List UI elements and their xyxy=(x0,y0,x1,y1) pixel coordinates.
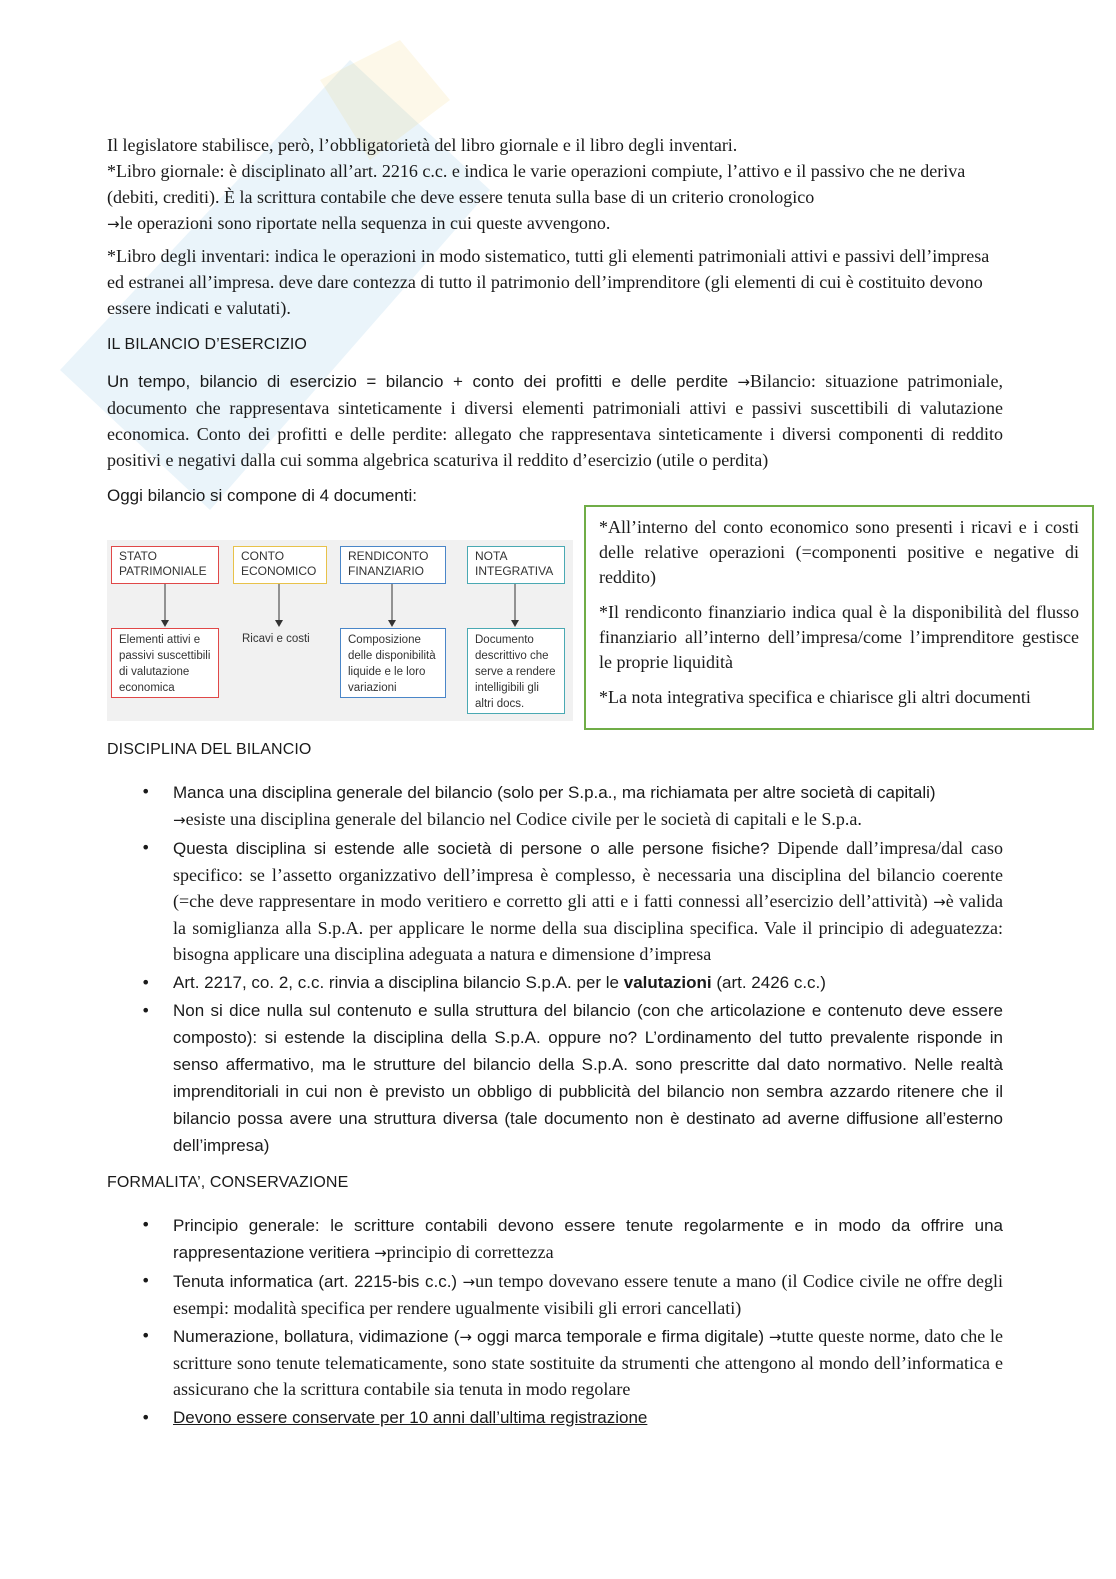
list-item: • Devono essere conservate per 10 anni dall’ultima registrazione xyxy=(107,1404,1003,1431)
list-item xyxy=(107,1268,1003,1321)
list-item xyxy=(107,1212,1003,1266)
list-item xyxy=(107,969,1003,996)
note-nota-integrativa: *La nota integrativa specifica e chiarisce gli altri documenti xyxy=(599,687,1031,707)
formalita-b2-lead: Tenuta informatica (art. 2215-bis c.c.) xyxy=(173,1272,458,1291)
arrow-icon: → xyxy=(933,893,946,911)
box-stato-patrimoniale: STATO PATRIMONIALE xyxy=(111,546,219,584)
section-heading-bilancio: IL BILANCIO D’ESERCIZIO xyxy=(107,336,307,353)
libro-giornale-cont: le operazioni sono riportate nella sequenza in cui queste avvengono. xyxy=(119,213,611,233)
list-item xyxy=(107,779,1003,833)
bilancio-lead: Un tempo, bilancio di esercizio = bilancio + conto dei profitti e delle perdite xyxy=(107,372,729,391)
oggi-bilancio-text: Oggi bilancio si compone di 4 documenti: xyxy=(107,486,417,505)
formalita-b2-rest: un tempo dovevano essere tenute a mano (il Codice civile ne offre degli esempi: modalità specifica per rendere ugualmente visibili gli errori cancellati) xyxy=(173,1271,1003,1318)
bilancio-rest: Bilancio: situazione patrimoniale, documento che rappresentava sinteticamente i diversi elementi patrimoniali attivi e passivi suscettibili di valutazione economica. Conto dei profitti e delle perdite: allegato che rappresentava sinteticamente i diversi componenti di reddito positivi e negativi dalla cui somma algebrica scaturiva il reddito d’esercizio (utile o perdita) xyxy=(107,371,1003,470)
formalita-list xyxy=(107,1212,1003,1431)
libro-giornale-text: *Libro giornale: è disciplinato all’art. 2216 c.c. e indica le varie operazioni compiute, l’attivo e il passivo che ne deriva (debiti, crediti). È la scrittura contabile che deve essere tenuta sulla base di un criterio cronologico xyxy=(107,161,966,207)
disciplina-list xyxy=(107,779,1003,1159)
formalita-b3-lead: Numerazione, bollatura, vidimazione ( xyxy=(173,1327,460,1346)
disciplina-b2-rest2: è valida la somiglianza alla S.p.A. per applicare le norme della sua disciplina specifica. Vale il principio di adeguatezza: bisogna applicare una disciplina adeguata a natura e dimensione d’impresa xyxy=(173,891,1004,964)
disciplina-b2-lead: Questa disciplina si estende alle società di persone o alle persone fisiche? xyxy=(173,839,770,858)
desc-conto-economico: Ricavi e costi xyxy=(242,633,310,645)
section-heading-disciplina: DISCIPLINA DEL BILANCIO xyxy=(107,741,312,758)
disciplina-b2-rest1: Dipende dall’impresa/dal caso specifico: se l’assetto organizzativo dell’impresa è complesso, è necessaria una disciplina del bilancio coerente (=che deve rappresentare in modo veritiero e corretto gli atti e i fatti connessi all’esercizio dell’attività) xyxy=(173,838,1004,911)
formalita-b3-rest: tutte queste norme, dato che le scritture sono tenute telematicamente, sono state sostituite da strumenti che attengono al mondo dell’informatica e assicurano che la scrittura contabile sia tenuta in modo regolare xyxy=(173,1326,1004,1399)
formalita-b3-mid: oggi marca temporale e firma digitale) xyxy=(471,1327,765,1346)
disciplina-b3-lead: Art. 2217, co. 2, c.c. rinvia a disciplina bilancio S.p.A. per le xyxy=(173,973,620,992)
formalita-b1-rest: principio di correttezza xyxy=(386,1242,554,1262)
box-conto-economico: CONTO ECONOMICO xyxy=(233,546,327,584)
list-item: • Non si dice nulla sul contenuto e sulla struttura del bilancio (con che articolazione e contenuto deve essere composto): si estende la disciplina della S.p.A. oppure no? L’ordinamento del tutto prevalente risponde in senso affermativo, ma le strutture del bilancio della S.p.A. sono prescritte dal dato normativo. Nelle realtà imprenditoriali in cui non è previsto un obbligo di pubblicità del bilancio non sembra azzardo ritenere che il bilancio possa avere una struttura diversa (tale documento non è destinato ad averne diffusione all’esterno dell’impresa) xyxy=(107,997,1003,1159)
arrow-icon: → xyxy=(374,1244,387,1262)
arrow-icon: → xyxy=(462,1273,476,1291)
notes-box xyxy=(584,505,1094,730)
disciplina-b1-rest: esiste una disciplina generale del bilancio nel Codice civile per le società di capitali e le S.p.a. xyxy=(185,809,862,829)
section-heading-formalita: FORMALITA’, CONSERVAZIONE xyxy=(107,1174,349,1191)
arrow-icon: → xyxy=(173,811,186,829)
arrow-icon: → xyxy=(768,1328,782,1346)
box-rendiconto-finanziario: RENDICONTO FINANZIARIO xyxy=(340,546,446,584)
note-conto-economico: *All’interno del conto economico sono presenti i ricavi e i costi delle relative operazioni (=componenti positive e negative di reddito) xyxy=(599,517,1079,587)
disciplina-b1-lead: Manca una disciplina generale del bilancio (solo per S.p.a., ma richiamata per altre società di capitali) xyxy=(173,783,936,802)
list-item xyxy=(107,1323,1003,1402)
note-rendiconto-finanziario: *Il rendiconto finanziario indica qual è la disponibilità del flusso finanziario all’interno dell’impresa/come l’imprenditore gestisce le proprie liquidità xyxy=(599,602,1079,672)
desc-nota-integrativa: Documento descrittivo che serve a rendere intelligibili gli altri docs. xyxy=(467,628,565,714)
libro-inventari-paragraph: *Libro degli inventari: indica le operazioni in modo sistematico, tutti gli elementi patrimoniali attivi e passivi dell’impresa ed estranei all’impresa. deve dare contezza di tutto il patrimonio dell’imprenditore (gli elementi di cui è costituito devono essere indicati e valutati). xyxy=(107,246,990,318)
arrow-icon: → xyxy=(107,215,120,233)
arrow-icon: → xyxy=(459,1328,472,1346)
libro-giornale-paragraph xyxy=(107,158,1003,237)
disciplina-b3-bold: valutazioni xyxy=(623,973,712,992)
desc-stato-patrimoniale: Elementi attivi e passivi suscettibili di valutazione economica xyxy=(111,628,219,698)
bilancio-documents-diagram xyxy=(107,540,573,721)
desc-rendiconto-finanziario: Composizione delle disponibilità liquide e le loro variazioni xyxy=(340,628,446,698)
list-item xyxy=(107,835,1003,967)
intro-line: Il legislatore stabilisce, però, l’obbligatorietà del libro giornale e il libro degli inventari. xyxy=(107,135,738,155)
disciplina-b3-rest: (art. 2426 c.c.) xyxy=(716,973,826,992)
bilancio-paragraph xyxy=(107,368,1003,473)
formalita-b1-lead: Principio generale: le scritture contabili devono essere tenute regolarmente e in modo da offrire una rappresentazione veritiera xyxy=(173,1216,1003,1262)
box-nota-integrativa: NOTA INTEGRATIVA xyxy=(467,546,565,584)
arrow-icon: → xyxy=(737,373,750,391)
